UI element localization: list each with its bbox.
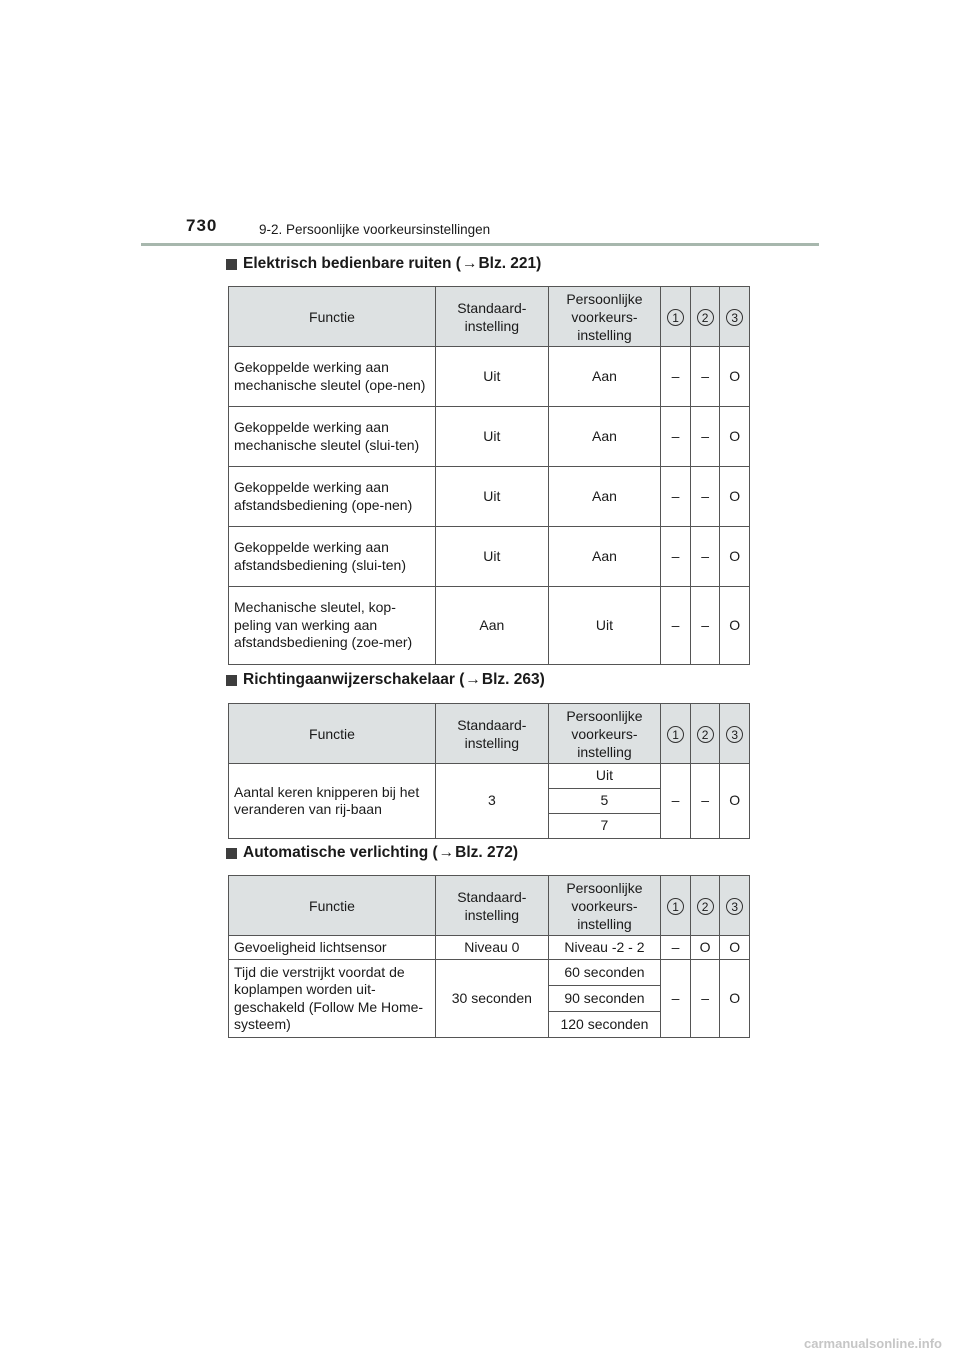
cell-mark-3: O <box>720 527 750 587</box>
cell-default: 3 <box>436 764 549 839</box>
cell-mark-2: – <box>690 347 720 407</box>
cell-option: Uit <box>548 764 661 789</box>
cell-mark-3: O <box>720 587 750 665</box>
table-row <box>229 347 750 407</box>
col-header-2 <box>690 876 720 936</box>
cell-custom: Aan <box>548 347 661 407</box>
cell-option: 90 seconden <box>548 986 661 1012</box>
cell-mark-1: – <box>661 764 691 839</box>
col-header-default: Standaard-instelling <box>436 287 549 347</box>
cell-mark-3: O <box>720 407 750 467</box>
circled-1-icon: 1 <box>667 726 684 743</box>
col-header-1 <box>661 704 691 764</box>
cell-option: 5 <box>548 789 661 814</box>
cell-option: 7 <box>548 814 661 839</box>
cell-custom: Uit <box>548 587 661 665</box>
page-reference: Blz. 272) <box>455 844 519 861</box>
col-header-custom: Persoonlijke voorkeurs-instelling <box>548 876 661 936</box>
cell-mark-1: – <box>661 960 691 1038</box>
cell-custom: Aan <box>548 467 661 527</box>
circled-3-icon: 3 <box>726 309 743 326</box>
cell-mark-2: – <box>690 527 720 587</box>
cell-mark-2: – <box>690 467 720 527</box>
table-row <box>229 407 750 467</box>
cell-custom: Aan <box>548 407 661 467</box>
cell-mark-1: – <box>661 527 691 587</box>
square-bullet-icon <box>226 848 237 859</box>
cell-default: Aan <box>436 587 549 665</box>
table-row <box>229 764 750 789</box>
header-rule <box>141 243 819 246</box>
cell-mark-3: O <box>720 960 750 1038</box>
cell-default: Niveau 0 <box>436 936 549 960</box>
col-header-custom: Persoonlijke voorkeurs-instelling <box>548 287 661 347</box>
col-header-function: Functie <box>229 287 436 347</box>
circled-3-icon: 3 <box>726 726 743 743</box>
cell-function: Gekoppelde werking aan afstandsbediening (ope-nen) <box>229 467 436 527</box>
cell-function: Gekoppelde werking aan afstandsbediening (slui-ten) <box>229 527 436 587</box>
arrow-right-icon: → <box>461 255 478 272</box>
cell-default: Uit <box>436 347 549 407</box>
section-heading-power-windows <box>226 255 541 273</box>
cell-mark-2: – <box>690 587 720 665</box>
cell-default: 30 seconden <box>436 960 549 1038</box>
col-header-3 <box>720 876 750 936</box>
cell-custom: Aan <box>548 527 661 587</box>
cell-mark-1: – <box>661 467 691 527</box>
cell-mark-2: – <box>690 960 720 1038</box>
cell-option: 60 seconden <box>548 960 661 986</box>
col-header-3 <box>720 287 750 347</box>
heading-text: Automatische verlichting ( <box>243 844 438 861</box>
cell-function: Gekoppelde werking aan mechanische sleutel (ope-nen) <box>229 347 436 407</box>
square-bullet-icon <box>226 675 237 686</box>
cell-function: Tijd die verstrijkt voordat de koplampen worden uit-geschakeld (Follow Me Home-systeem) <box>229 960 436 1038</box>
cell-mark-1: – <box>661 936 691 960</box>
section-heading-auto-lights <box>226 844 518 862</box>
power-windows-table <box>228 286 750 665</box>
arrow-right-icon: → <box>465 671 481 688</box>
circled-1-icon: 1 <box>667 898 684 915</box>
heading-text: Elektrisch bedienbare ruiten ( <box>243 255 461 272</box>
cell-mark-3: O <box>720 936 750 960</box>
turn-signal-table <box>228 703 750 839</box>
table-row <box>229 960 750 986</box>
cell-mark-2: – <box>690 407 720 467</box>
circled-2-icon: 2 <box>697 309 714 326</box>
cell-option: 120 seconden <box>548 1012 661 1038</box>
cell-function: Aantal keren knipperen bij het veranderen van rij-baan <box>229 764 436 839</box>
cell-default: Uit <box>436 467 549 527</box>
arrow-right-icon: → <box>438 844 455 861</box>
cell-mark-1: – <box>661 587 691 665</box>
page-number: 730 <box>186 216 218 235</box>
cell-default: Uit <box>436 527 549 587</box>
circled-2-icon: 2 <box>697 898 714 915</box>
square-bullet-icon <box>226 259 237 270</box>
col-header-3 <box>720 704 750 764</box>
col-header-function: Functie <box>229 704 436 764</box>
cell-mark-3: O <box>720 467 750 527</box>
page-reference: Blz. 263) <box>481 671 545 688</box>
cell-default: Uit <box>436 407 549 467</box>
cell-mark-2: – <box>690 764 720 839</box>
table-row <box>229 587 750 665</box>
heading-text: Richtingaanwijzerschakelaar ( <box>243 671 465 688</box>
col-header-2 <box>690 704 720 764</box>
table-header-row <box>229 287 750 347</box>
col-header-function: Functie <box>229 876 436 936</box>
watermark: carmanualsonline.info <box>804 1336 942 1351</box>
cell-function: Mechanische sleutel, kop-peling van werking aan afstandsbediening (zoe-mer) <box>229 587 436 665</box>
cell-mark-2: O <box>690 936 720 960</box>
running-header: 9-2. Persoonlijke voorkeursinstellingen <box>259 222 491 237</box>
col-header-1 <box>661 287 691 347</box>
cell-mark-3: O <box>720 764 750 839</box>
cell-mark-1: – <box>661 347 691 407</box>
table-header-row <box>229 876 750 936</box>
table-row <box>229 467 750 527</box>
cell-custom: Niveau -2 - 2 <box>548 936 661 960</box>
col-header-1 <box>661 876 691 936</box>
circled-3-icon: 3 <box>726 898 743 915</box>
circled-1-icon: 1 <box>667 309 684 326</box>
col-header-custom: Persoonlijke voorkeurs-instelling <box>548 704 661 764</box>
table-row <box>229 936 750 960</box>
page-reference: Blz. 221) <box>478 255 542 272</box>
cell-mark-1: – <box>661 407 691 467</box>
circled-2-icon: 2 <box>697 726 714 743</box>
cell-function: Gekoppelde werking aan mechanische sleutel (slui-ten) <box>229 407 436 467</box>
cell-mark-3: O <box>720 347 750 407</box>
col-header-default: Standaard-instelling <box>436 876 549 936</box>
col-header-default: Standaard-instelling <box>436 704 549 764</box>
table-row <box>229 527 750 587</box>
table-header-row <box>229 704 750 764</box>
section-heading-turn-signal <box>226 671 545 689</box>
cell-function: Gevoeligheid lichtsensor <box>229 936 436 960</box>
auto-lights-table <box>228 875 750 1038</box>
col-header-2 <box>690 287 720 347</box>
